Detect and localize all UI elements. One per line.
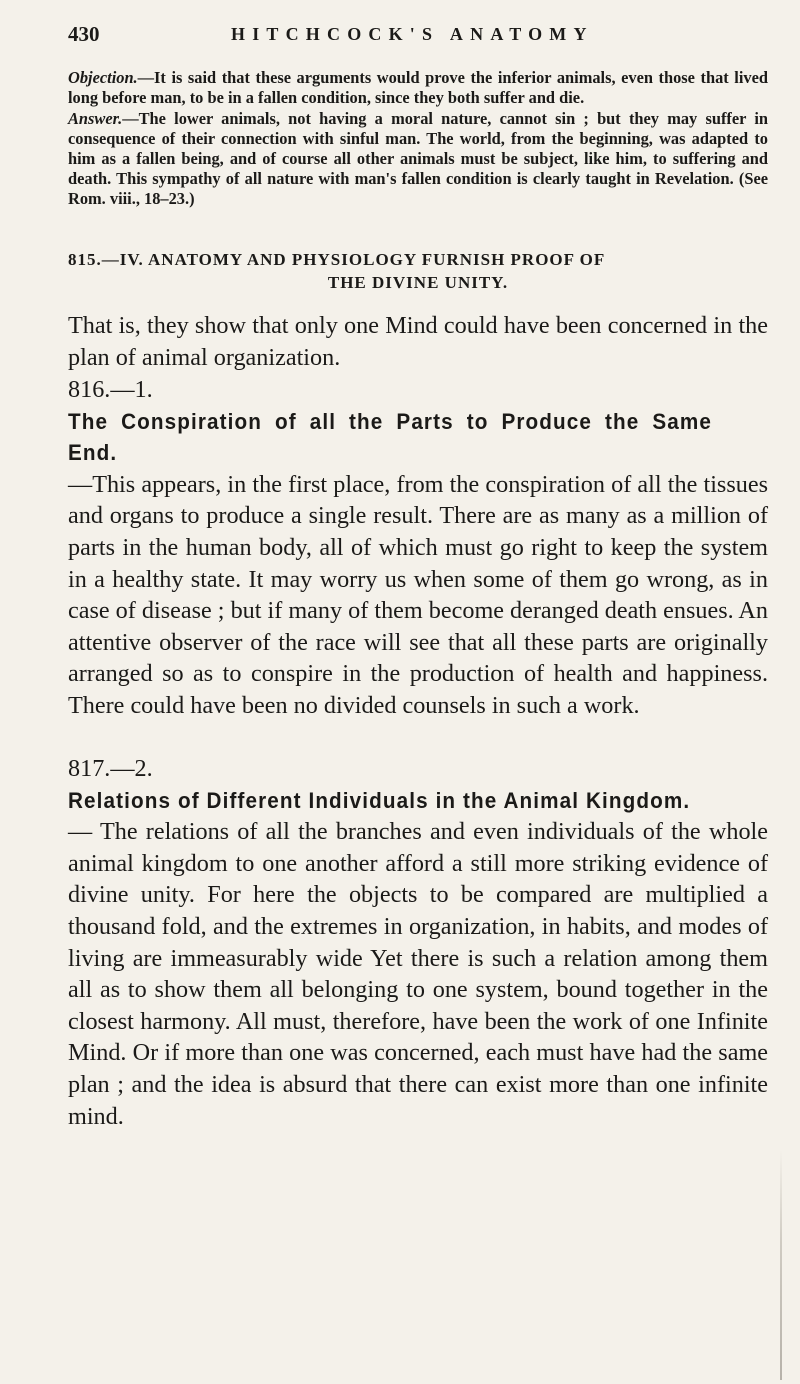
answer-note	[68, 109, 768, 209]
paragraph-816-number: 816.—1.	[68, 376, 153, 403]
section-heading	[68, 248, 768, 294]
objection-lead: Objection.	[68, 68, 138, 87]
paragraph-817-text: — The relations of all the branches and even individuals of the whole animal kingdom to one another afford a still more striking evidence of divine unity. For here the objects to be compared are multiplied a thousand fold, and the extremes in organization, in habits, and modes of living are immeasurably wide Yet there is such a relation among them all as to show them all belonging to one system, bound together in the closest harmony. All must, therefore, have been the work of one Infinite Mind. Or if more than one was concerned, each must have had the same plan ; and the idea is absurd that there can exist more than one infinite mind.	[68, 818, 768, 1130]
paragraph-816-heading: The Conspiration of all the Parts to Produce the Same End.	[68, 408, 712, 466]
answer-lead: Answer.	[68, 109, 123, 128]
intro-paragraph: That is, they show that only one Mind could have been concerned in the plan of animal organization.	[68, 312, 768, 371]
page-number: 430	[68, 22, 100, 46]
section-heading-line1: 815.—IV. ANATOMY AND PHYSIOLOGY FURNISH PROOF OF	[68, 250, 606, 269]
paragraph-817-heading: Relations of Different Individuals in the Animal Kingdom.	[68, 787, 691, 813]
page-edge-shadow	[780, 1150, 782, 1380]
paragraph-817	[68, 753, 768, 1132]
answer-text: —The lower animals, not having a moral nature, cannot sin ; but they may suffer in consequence of their connection with sinful man. The world, from the beginning, was adapted to him as a fallen being, and of course all other animals must be subject, like him, to suffering and death. This sympathy of all nature with man's fallen condition is clearly taught in Revelation. (See Rom. viii., 18–23.)	[68, 109, 768, 208]
section-heading-line2: THE DIVINE UNITY.	[327, 273, 509, 292]
running-title: HITCHCOCK'S ANATOMY	[231, 24, 594, 44]
paragraph-816-text: —This appears, in the first place, from the conspiration of all the tissues and organs to produce a single result. There are as many as a million of parts in the human body, all of which must go right to keep the system in a healthy state. It may worry us when some of them go wrong, as in case of disease ; but if many of them become deranged death ensues. An attentive observer of the race will see that all these parts are originally arranged so as to conspire in the production of health and happiness. There could have been no divided counsels in such a work.	[68, 470, 768, 719]
objection-text: —It is said that these arguments would prove the inferior animals, even those that lived long before man, to be in a fallen condition, since they both suffer and die.	[68, 68, 768, 107]
running-head	[68, 22, 768, 52]
paragraph-816	[68, 374, 768, 722]
objection-note	[68, 68, 768, 108]
paragraph-817-number: 817.—2.	[68, 755, 153, 782]
